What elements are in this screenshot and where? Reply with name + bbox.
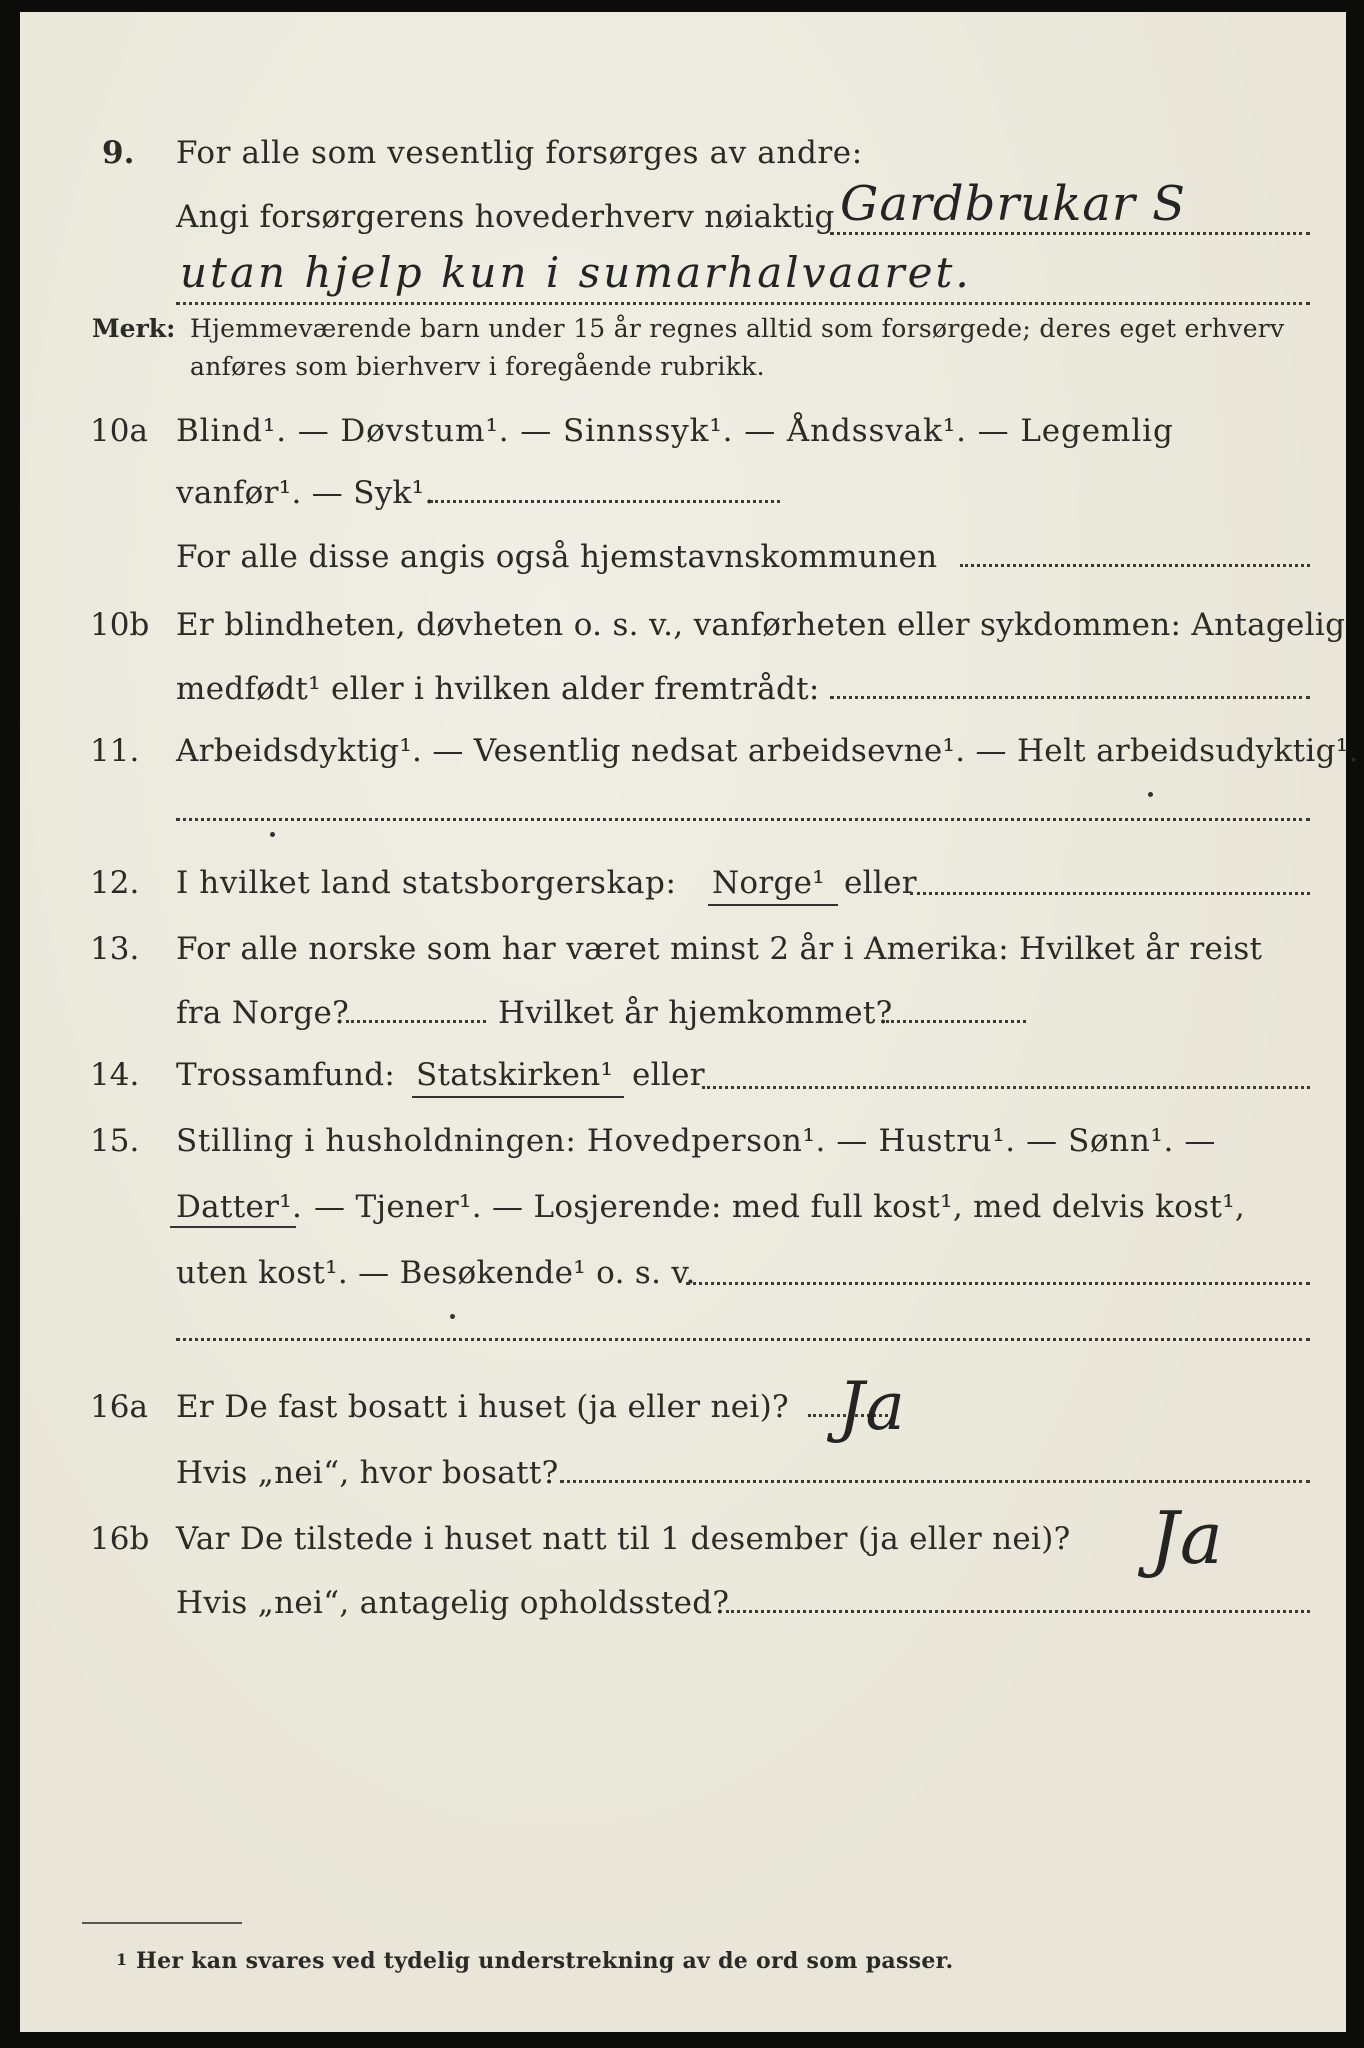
q15-option-datter: Datter¹. [176, 1189, 303, 1225]
q11-answer-line [176, 818, 1310, 821]
footnote-rule [82, 1922, 242, 1924]
footnote-text: Her kan svares ved tydelig understrekning av de ord som passer. [136, 1948, 954, 1974]
ink-speck [1148, 792, 1153, 797]
q13-reist-line [346, 1020, 486, 1023]
q9-answer-handwritten-1: Gardbrukar S [840, 176, 1187, 232]
footnote-mark: 1 [116, 1950, 128, 1969]
ink-speck [450, 1314, 455, 1319]
q12-number: 12. [90, 865, 140, 901]
q12-pre: I hvilket land statsborgerskap: [176, 865, 677, 901]
q16a-bosatt-line [560, 1480, 1310, 1483]
q16a-line2: Hvis „nei“, hvor bosatt? [176, 1455, 559, 1491]
q15-datter-underline [170, 1226, 296, 1228]
q13-hjemkommet-line [886, 1020, 1026, 1023]
q15-number: 15. [90, 1123, 140, 1159]
q16a-answer-handwritten: Ja [838, 1368, 906, 1445]
q12-option-norge: Norge¹ [712, 865, 826, 901]
q10a-line3: For alle disse angis også hjemstavnskommunen [176, 539, 938, 575]
q10a-syk-line [430, 500, 780, 503]
q16b-answer-handwritten: Ja [1150, 1496, 1224, 1580]
q10a-line2: vanfør¹. — Syk¹. [176, 475, 435, 511]
q11-line1: Arbeidsdyktig¹. — Vesentlig nedsat arbeidsevne¹. — Helt arbeidsudyktig¹. [176, 733, 1359, 769]
q11-number: 11. [90, 733, 140, 769]
q9-answer-handwritten-2: utan hjelp kun i sumarhalvaaret. [180, 248, 972, 297]
q12-post: eller [844, 865, 917, 901]
merk-line2: anføres som bierhverv i foregående rubrikk. [190, 352, 765, 381]
q16a-line1: Er De fast bosatt i huset (ja eller nei)? [176, 1389, 789, 1425]
q10b-line2: medfødt¹ eller i hvilken alder fremtrådt: [176, 671, 820, 707]
q13-line1: For alle norske som har været minst 2 år i Amerika: Hvilket år reist [176, 931, 1263, 967]
q15-line3: uten kost¹. — Besøkende¹ o. s. v. [176, 1255, 696, 1291]
q9-number: 9. [102, 135, 135, 171]
ink-speck [270, 832, 275, 837]
q14-post: eller [632, 1057, 705, 1093]
q15-answer-line-1 [686, 1282, 1310, 1285]
q16a-number: 16a [90, 1389, 148, 1425]
q12-answer-line [910, 892, 1310, 895]
q10b-number: 10b [90, 607, 150, 643]
q10a-hjemstavn-line [960, 564, 1310, 567]
q9-line2: Angi forsørgerens hovederhverv nøiaktig [176, 199, 835, 235]
q16b-opholdssted-line [726, 1610, 1310, 1613]
q10b-line1: Er blindheten, døvheten o. s. v., vanførheten eller sykdommen: Antagelig [176, 607, 1346, 643]
q10b-answer-line [830, 696, 1310, 699]
q12-norge-underline [708, 904, 838, 906]
q15-answer-line-2 [176, 1338, 1310, 1341]
q16b-line2: Hvis „nei“, antagelig opholdssted? [176, 1585, 730, 1621]
q13-line2a: fra Norge? [176, 995, 350, 1031]
merk-line1: Hjemmeværende barn under 15 år regnes alltid som forsørgede; deres eget erhverv [190, 314, 1285, 343]
q16b-line1: Var De tilstede i huset natt til 1 desember (ja eller nei)? [176, 1521, 1071, 1557]
q13-line2b: Hvilket år hjemkommet? [498, 995, 893, 1031]
q9-answer-line-1 [830, 232, 1310, 235]
q13-number: 13. [90, 931, 140, 967]
q14-number: 14. [90, 1057, 140, 1093]
q10a-number: 10a [90, 413, 148, 449]
q14-option-statskirken: Statskirken¹ [416, 1057, 614, 1093]
q9-line1: For alle som vesentlig forsørges av andre: [176, 135, 863, 171]
q9-answer-line-2 [176, 302, 1310, 305]
q14-statskirken-underline [412, 1096, 624, 1098]
q15-line1: Stilling i husholdningen: Hovedperson¹. — Hustru¹. — Sønn¹. — [176, 1123, 1216, 1159]
q14-answer-line [702, 1086, 1310, 1089]
q10a-line1: Blind¹. — Døvstum¹. — Sinnssyk¹. — Åndssvak¹. — Legemlig [176, 413, 1174, 449]
q15-line2b: — Tjener¹. — Losjerende: med full kost¹, med delvis kost¹, [314, 1189, 1246, 1225]
census-form-page [20, 12, 1359, 2032]
q16b-number: 16b [90, 1521, 150, 1557]
merk-label: Merk: [92, 314, 176, 343]
q14-pre: Trossamfund: [176, 1057, 396, 1093]
